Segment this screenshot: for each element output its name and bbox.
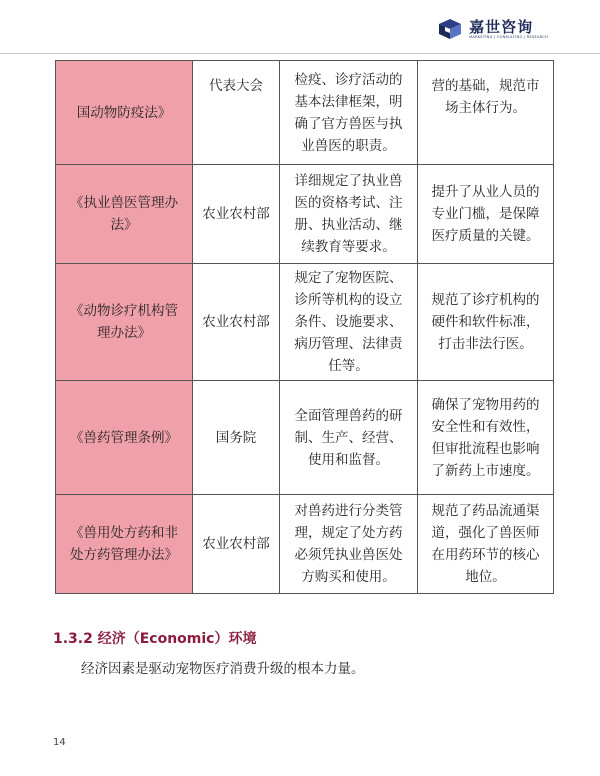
- policy-impact-cell: 确保了宠物用药的安全性和有效性，但审批流程也影响了新药上市速度。: [418, 381, 554, 495]
- issuing-authority-cell: 农业农村部: [193, 264, 280, 381]
- policy-name-cell: 《兽用处方药和非处方药管理办法》: [56, 495, 193, 594]
- issuing-authority-cell: 农业农村部: [193, 495, 280, 594]
- policy-impact-cell: 提升了从业人员的专业门槛，是保障医疗质量的关键。: [418, 165, 554, 264]
- policy-table: [55, 60, 554, 594]
- policy-content-cell: 详细规定了执业兽医的资格考试、注册、执业活动、继续教育等要求。: [280, 165, 418, 264]
- section-heading: 1.3.2 经济（Economic）环境: [53, 631, 257, 647]
- policy-name-cell: 《动物诊疗机构管理办法》: [56, 264, 193, 381]
- issuing-authority-cell: 农业农村部: [193, 165, 280, 264]
- issuing-authority-cell: 国务院: [193, 381, 280, 495]
- logo-cube-icon: [437, 18, 463, 40]
- table-row: [56, 61, 554, 165]
- issuing-authority-cell: 代表大会: [193, 61, 280, 165]
- header-divider: [0, 53, 600, 54]
- policy-content-cell: 检疫、诊疗活动的基本法律框架，明确了官方兽医与执业兽医的职责。: [280, 61, 418, 165]
- policy-impact-cell: 规范了药品流通渠道，强化了兽医师在用药环节的核心地位。: [418, 495, 554, 594]
- policy-name-cell: 国动物防疫法》: [56, 61, 193, 165]
- page-number: 14: [53, 737, 66, 748]
- policy-impact-cell: 营的基础，规范市场主体行为。: [418, 61, 554, 165]
- logo-name: 嘉世咨询: [469, 17, 534, 36]
- policy-content-cell: 规定了宠物医院、诊所等机构的设立条件、设施要求、病历管理、法律责任等。: [280, 264, 418, 381]
- policy-impact-cell: 规范了诊疗机构的硬件和软件标准，打击非法行医。: [418, 264, 554, 381]
- table-row: [56, 165, 554, 264]
- body-paragraph: 经济因素是驱动宠物医疗消费升级的根本力量。: [81, 661, 365, 677]
- logo-subtitle: MARKETING | CONSULTING | RESEARCH: [469, 34, 548, 39]
- policy-name-cell: 《执业兽医管理办法》: [56, 165, 193, 264]
- table-row: [56, 495, 554, 594]
- table-row: [56, 264, 554, 381]
- policy-name-cell: 《兽药管理条例》: [56, 381, 193, 495]
- company-logo: [437, 18, 548, 40]
- policy-content-cell: 对兽药进行分类管理，规定了处方药必须凭执业兽医处方购买和使用。: [280, 495, 418, 594]
- table-row: [56, 381, 554, 495]
- policy-content-cell: 全面管理兽药的研制、生产、经营、使用和监督。: [280, 381, 418, 495]
